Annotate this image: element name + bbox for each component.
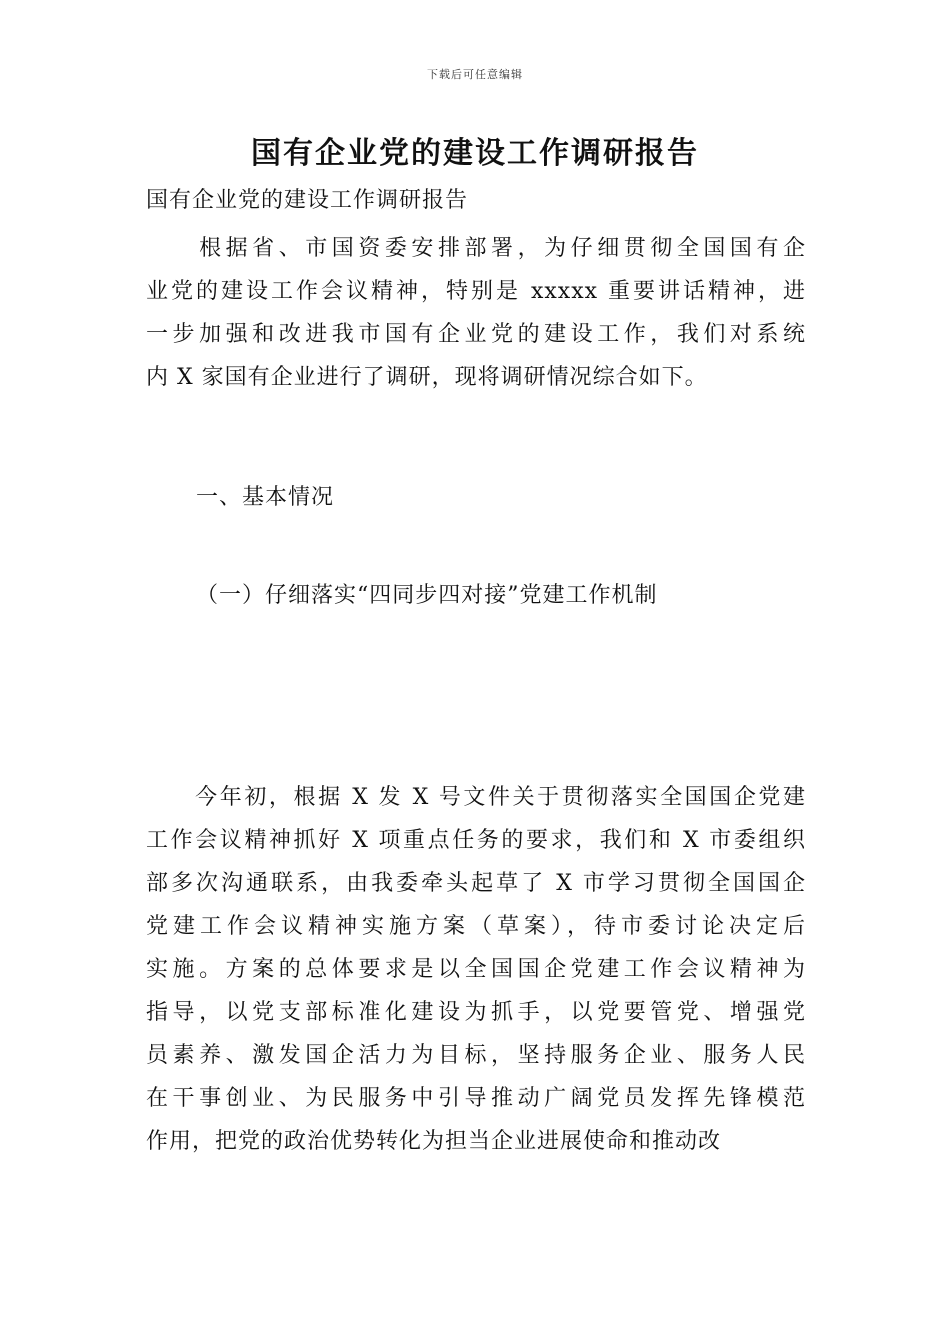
paragraph-line: 作用，把党的政治优势转化为担当企业进展使命和推动改 <box>146 1129 722 1154</box>
document-subtitle: 国有企业党的建设工作调研报告 <box>146 188 469 213</box>
subsection-heading: （一）仔细落实“四同步四对接”党建工作机制 <box>196 583 658 608</box>
paragraph-intro <box>146 227 806 399</box>
paragraph-line: 实施。方案的总体要求是以全国国企党建工作会议精神为 <box>146 957 806 982</box>
document-title: 国有企业党的建设工作调研报告 <box>251 136 699 171</box>
paragraph-line: 在干事创业、为民服务中引导推动广阔党员发挥先锋模范 <box>146 1086 806 1111</box>
paragraph-line: 一步加强和改进我市国有企业党的建设工作，我们对系统 <box>146 322 806 347</box>
paragraph-line: 内 X 家国有企业进行了调研，现将调研情况综合如下。 <box>146 365 708 390</box>
paragraph-body <box>146 776 806 1163</box>
header-note: 下载后可任意编辑 <box>427 68 523 81</box>
paragraph-line: 指导，以党支部标准化建设为抓手，以党要管党、增强党 <box>146 1000 806 1025</box>
section-heading: 一、基本情况 <box>196 485 335 510</box>
paragraph-line: 部多次沟通联系，由我委牵头起草了 X 市学习贯彻全国国企 <box>146 871 806 896</box>
paragraph-line: 员素养、激发国企活力为目标，坚持服务企业、服务人民 <box>146 1043 806 1068</box>
paragraph-line: 业党的建设工作会议精神，特别是 xxxxx 重要讲话精神，进 <box>146 279 806 304</box>
paragraph-line: 根据省、市国资委安排部署，为仔细贯彻全国国有企 <box>146 236 806 261</box>
paragraph-line: 工作会议精神抓好 X 项重点任务的要求，我们和 X 市委组织 <box>146 828 806 853</box>
paragraph-line: 党建工作会议精神实施方案（草案），待市委讨论决定后 <box>146 914 806 939</box>
paragraph-line: 今年初，根据 X 发 X 号文件关于贯彻落实全国国企党建 <box>146 785 806 810</box>
